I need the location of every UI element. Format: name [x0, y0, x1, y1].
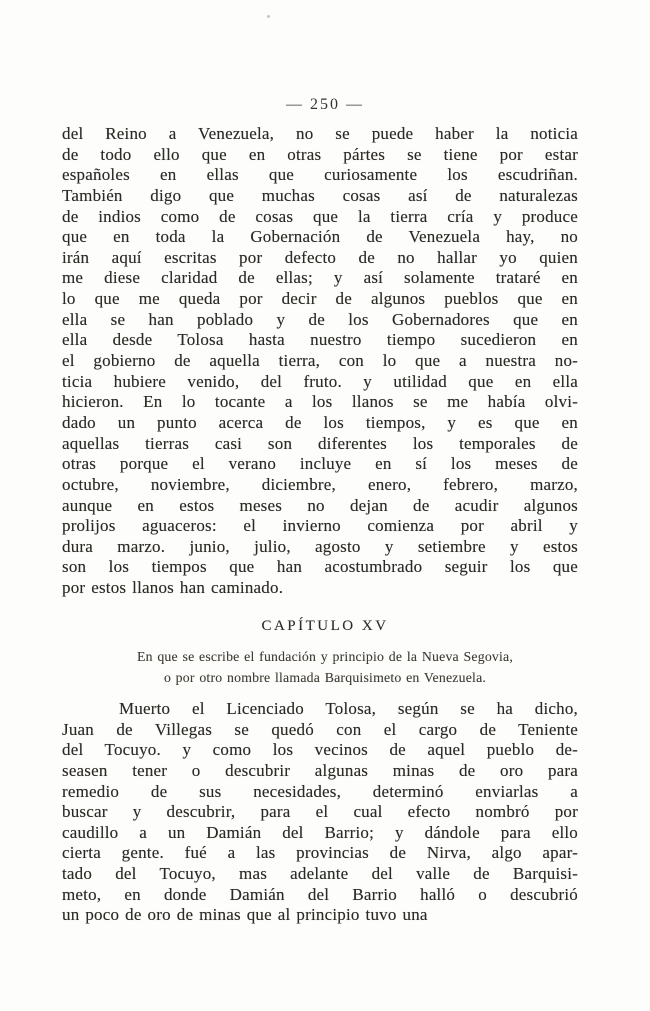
- text-line: ella se han poblado y de los Gobernadores que en: [62, 309, 578, 329]
- text-line: otras porque el verano incluye en sí los meses de: [62, 454, 578, 474]
- text-line: remedio de sus necesidades, determinó enviarlas a: [62, 781, 578, 801]
- text-line: aquellas tierras casi son diferentes los temporales de: [62, 433, 578, 453]
- text-line: ella desde Tolosa hasta nuestro tiempo sucedieron en: [62, 330, 578, 350]
- chapter-subtitle: [35, 647, 615, 688]
- text-line: prolijos aguaceros: el invierno comienza por abril y: [62, 516, 578, 536]
- text-line: También digo que muchas cosas así de naturalezas: [62, 185, 578, 205]
- text-line: ticia hubiere venido, del fruto. y utilidad que en ella: [62, 371, 578, 391]
- text-line: dura marzo. junio, julio, agosto y setiembre y estos: [62, 536, 578, 556]
- text-line: tado del Tocuyo, mas adelante del valle de Barquisi-: [62, 864, 578, 884]
- text-line: irán aquí escritas por defecto de no hallar yo quien: [62, 247, 578, 267]
- text-line: lo que me queda por decir de algunos pueblos que en: [62, 289, 578, 309]
- text-line: me diese claridad de ellas; y así solamente trataré en: [62, 268, 578, 288]
- text-line: del Reino a Venezuela, no se puede haber la noticia: [62, 124, 578, 143]
- text-line: un poco de oro de minas que al principio tuvo una: [62, 905, 428, 925]
- text-line: dado un punto acerca de los tiempos, y es que en: [62, 412, 578, 432]
- text-line: Juan de Villegas se quedó con el cargo de Teniente: [62, 719, 578, 739]
- text-line: hicieron. En lo tocante a los llanos se me había olvi-: [62, 392, 578, 412]
- chapter-heading: CAPÍTULO XV: [261, 618, 389, 634]
- text-line: de indios como de cosas que la tierra cría y produce: [62, 206, 578, 226]
- body-paragraph-2: [62, 699, 578, 926]
- body-paragraph-1: [62, 124, 578, 599]
- page-number: — 250 —: [286, 96, 364, 113]
- text-line: por estos llanos han caminado.: [62, 578, 284, 598]
- text-line: seasen tener o descubrir algunas minas de oro para: [62, 760, 578, 780]
- text-line: españoles en ellas que curiosamente los escudriñan.: [62, 165, 578, 185]
- text-line: caudillo a un Damián del Barrio; y dándole para ello: [62, 822, 578, 842]
- text-line: buscar y descubrir, para el cual efecto nombró por: [62, 802, 578, 822]
- text-line: En que se escribe el fundación y principio de la Nueva Segovia,: [136, 649, 514, 664]
- text-line: son los tiempos que han acostumbrado seguir los que: [62, 557, 578, 577]
- text-line: o por otro nombre llamada Barquisimeto en Venezuela.: [163, 669, 487, 685]
- text-line: que en toda la Gobernación de Venezuela hay, no: [62, 227, 578, 247]
- scan-speck: [267, 15, 270, 18]
- text-line: el gobierno de aquella tierra, con lo que a nuestra no-: [62, 351, 578, 371]
- text-line: octubre, noviembre, diciembre, enero, febrero, marzo,: [62, 474, 578, 494]
- text-line: aunque en estos meses no dejan de acudir algunos: [62, 495, 578, 515]
- text-line: de todo ello que en otras pártes se tiene por estar: [62, 144, 578, 164]
- text-line: meto, en donde Damián del Barrio halló o descubrió: [62, 884, 578, 904]
- text-line: del Tocuyo. y como los vecinos de aquel pueblo de-: [62, 740, 578, 760]
- text-line: cierta gente. fué a las provincias de Nirva, algo apar-: [62, 843, 578, 863]
- text-line: Muerto el Licenciado Tolosa, según se ha dicho,: [119, 699, 578, 718]
